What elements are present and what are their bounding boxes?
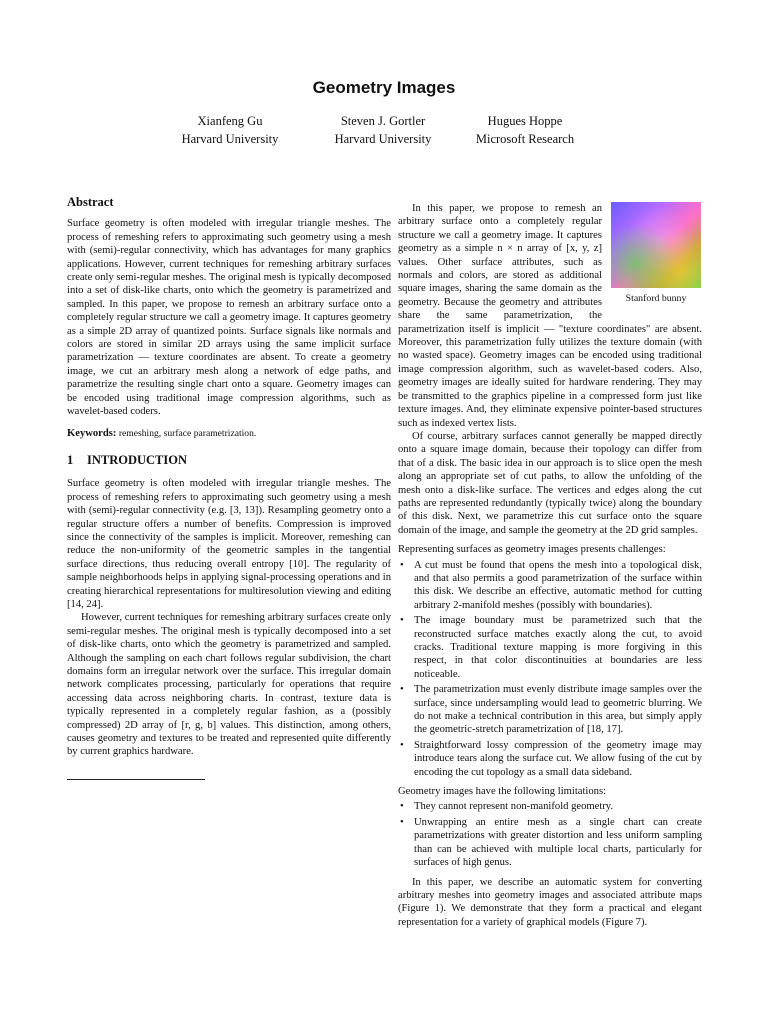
challenges-intro: Representing surfaces as geometry images presents challenges: xyxy=(398,544,666,556)
right-paragraph-3: In this paper, we describe an automatic system for converting arbitrary meshes into geometry images and associated attribute maps (Figure 1). We demonstrate that they form a practical and elegant representation for a variety of graphical models (Figure 7). xyxy=(398,876,702,928)
author-block-3 xyxy=(425,112,625,148)
list-item: • A cut must be found that opens the mesh into a topological disk, and that also permits a good parametrization of the surface within this disk. We describe an effective, automatic method for cutting arbitrary 2-manifold meshes (possibly with boundaries). xyxy=(398,559,702,613)
abstract-heading: Abstract xyxy=(67,195,114,209)
author-name: Hugues Hoppe xyxy=(487,114,563,128)
footnote-rule xyxy=(67,779,205,780)
list-item: • Unwrapping an entire mesh as a single chart can create parametrizations with greater distortion and less uniform sampling than can be achieved with multiple local charts, particularly for surfaces of high genus. xyxy=(398,816,702,870)
author-name: Steven J. Gortler xyxy=(340,114,426,128)
author-name: Xianfeng Gu xyxy=(197,114,263,128)
left-column xyxy=(67,196,391,780)
right-paragraph-2: Of course, arbitrary surfaces cannot generally be mapped directly onto a square image domain, because their topology can differ from that of a disk. The basic idea in our approach is to slice open the mesh along an appropriate set of cut paths, to allow the unfolding of the mesh onto a disk-like surface. The vertices and edges along the cut paths are represented redundantly (typically twice) along the boundary of this disk. Next, we parametrize this cut surface onto the square domain of the image, and sample the geometry at the 2D grid samples. xyxy=(398,430,702,536)
right-column xyxy=(398,202,702,929)
abstract-text: Surface geometry is often modeled with irregular triangle meshes. The process of remeshing refers to approximating such geometry using a mesh with (semi)-regular connectivity, which has advantages for many graphics applications. However, current techniques for remeshing arbitrary surfaces create only semi-regular meshes. The original mesh is typically decomposed into a set of disk-like charts, onto which the geometry is parametrized and sampled. In this paper, we propose to remesh an arbitrary surface onto a completely regular structure we call a geometry image. It captures geometry as a simple 2D array of quantized points. Surface signals like normals and colors are stored in similar 2D arrays using the same implicit surface parametrization — texture coordinates are absent. To create a geometry image, we cut an arbitrary mesh along a network of edge paths, and parametrize the resulting single chart onto a square. Geometry images can be encoded using traditional image compression algorithms, such as wavelet-based coders. xyxy=(67,218,391,418)
keywords-line xyxy=(67,427,391,440)
list-item: • Straightforward lossy compression of the geometry image may introduce tears along the surface cut. We allow fusing of the cut by encoding the cut topology as a small data sideband. xyxy=(398,739,702,779)
author-affiliation: Microsoft Research xyxy=(475,132,575,146)
author-affiliation: Harvard University xyxy=(334,132,432,146)
challenges-list xyxy=(398,559,702,780)
limitations-list xyxy=(398,800,702,869)
section-title: INTRODUCTION xyxy=(87,452,188,467)
intro-paragraph-1: Surface geometry is often modeled with irregular triangle meshes. The process of remeshing refers to approximating such geometry using a mesh with (semi)-regular connectivity (e.g. [3, 13]). Resampling geometry onto a regular structure offers a number of benefits. Compression is improved since the connectivity of the samples is implicit. Moreover, remeshing can reduce the non-uniformity of the geometric samples in the tangential surface directions, thus reducing overall entropy [10]. The regularity of sample neighborhoods helps in applying signal-processing operations and in creating hierarchical representations for multiresolution viewing and editing [14, 24]. xyxy=(67,478,391,610)
right-paragraph-1: In this paper, we propose to remesh an arbitrary surface onto a completely regular structure we call a geometry image. It captures geometry as a simple n × n array of [x, y, z] values. Other surface attributes, such as normals and colors, are stored as additional square images, sharing the same domain as the geometry. Because the geometry and attributes share the same parametrization, the parametrization itself is implicit — "texture coordinates" are absent. Moreover, this parametrization fully utilizes the texture domain (with no wasted space). Geometry images can be encoded using traditional image compression algorithm, such as wavelet-based coders. Also, geometry images are ideally suited for hardware rendering. They may be transmitted to the graphics pipeline in a compressed form just like texture images. And, they eliminate expensive pointer-based structures such as indexed vertex lists. xyxy=(398,203,702,429)
keywords-label: Keywords: xyxy=(67,427,117,439)
section-heading-introduction xyxy=(67,454,391,467)
geometry-image-thumbnail xyxy=(611,202,701,288)
stanford-bunny-figure xyxy=(610,202,702,305)
list-item: • The image boundary must be parametrized such that the reconstructed surface matches exactly along the cut, to avoid cracks. Traditional texture mapping is more forgiving in this respect, in that color discontinuities at boundaries are less noticeable. xyxy=(398,614,702,681)
list-item: • They cannot represent non-manifold geometry. xyxy=(398,800,702,813)
keywords-text: remeshing, surface parametrization. xyxy=(118,427,257,439)
author-affiliation: Harvard University xyxy=(181,132,279,146)
limitations-intro: Geometry images have the following limitations: xyxy=(398,786,607,798)
list-item: • The parametrization must evenly distribute image samples over the surface, since undersampling would lead to geometric blurring. We do not make a technical contribution in this area, but simply apply the geometric-stretch parametrization of [18, 17]. xyxy=(398,683,702,737)
intro-paragraph-2: However, current techniques for remeshing arbitrary surfaces create only semi-regular meshes. The original mesh is typically decomposed into a set of disk-like charts, onto which the geometry is parametrized and sampled. Although the sampling on each chart follows regular subdivision, the chart domains form an irregular network over the surface. This irregular domain network complicates processing, particularly for operations that require accessing data across neighboring charts. In contrast, texture data is typically represented in a completely regular fashion, as a (possibly compressed) 2D array of [r, g, b] values. This distinction, among others, causes geometry and textures to be treated and represented quite differently by current graphics hardware. xyxy=(67,612,391,758)
paper-title: Geometry Images xyxy=(312,78,456,97)
figure-caption: Stanford bunny xyxy=(625,293,687,304)
section-number: 1 xyxy=(67,452,74,467)
